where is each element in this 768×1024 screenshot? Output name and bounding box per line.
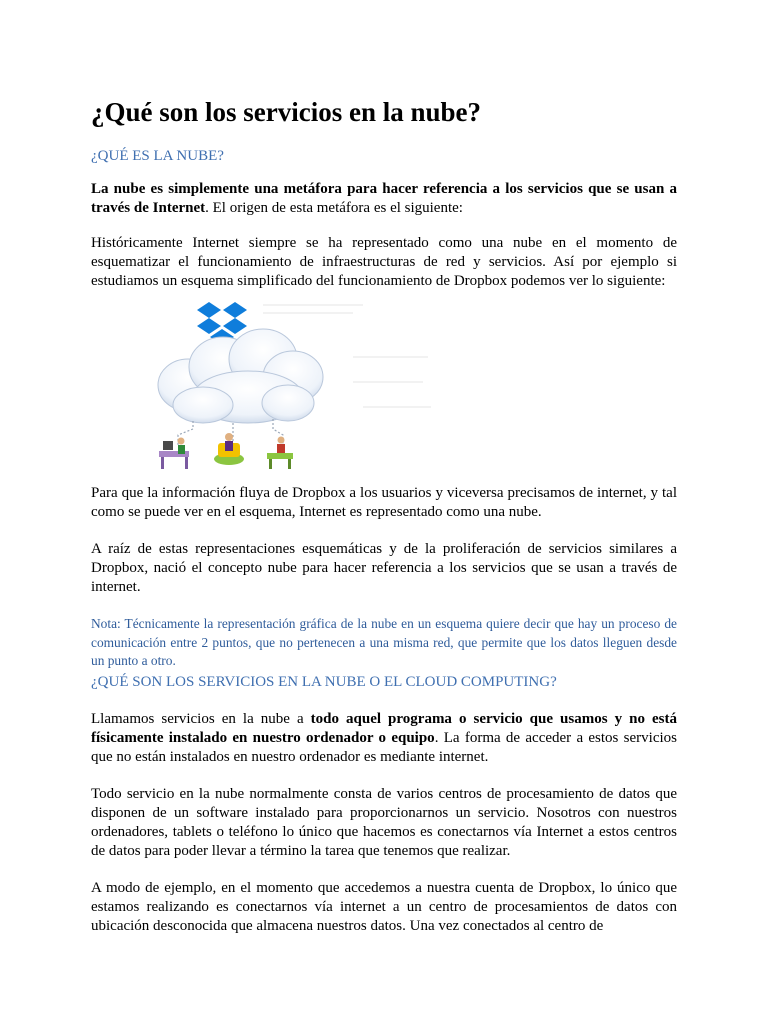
user-at-desk-icon: [159, 438, 189, 470]
intro-paragraph: [91, 180, 677, 218]
page-title: ¿Qué son los servicios en la nube?: [91, 97, 482, 127]
technical-note: Nota: Técnicamente la representación gráfica de la nube en un esquema quiere decir que hay un proceso de comunicación entre 2 puntos, que no pertenecen a una misma red, que permite que los datos lleguen desde un punto a otro.: [91, 616, 677, 668]
cloud-diagram-svg: [153, 297, 433, 479]
section-heading-que-es-la-nube: ¿QUÉ ES LA NUBE?: [91, 148, 224, 164]
user-at-green-desk-icon: [267, 437, 293, 470]
intro-bold-text: La nube es simplemente una metáfora para hacer referencia a los servicios que se usan a través de Internet: [91, 181, 677, 216]
example-paragraph: A modo de ejemplo, en el momento que accedemos a nuestra cuenta de Dropbox, lo único que estamos realizando es conectarnos vía internet a un centro de procesamientos de datos con ubicación desconocida que almacena nuestros datos. Una vez conectados al centro de: [91, 879, 677, 934]
definition-paragraph: [91, 710, 677, 767]
section-heading-cloud-computing: ¿QUÉ SON LOS SERVICIOS EN LA NUBE O EL CLOUD COMPUTING?: [91, 673, 557, 690]
flow-paragraph: Para que la información fluya de Dropbox a los usuarios y viceversa precisamos de internet, y tal como se puede ver en el esquema, Internet es representado como una nube.: [91, 485, 677, 520]
origin-paragraph: A raíz de estas representaciones esquemáticas y de la proliferación de servicios similares a Dropbox, nació el concepto nube para hacer referencia a los servicios que se usan a través de internet.: [91, 541, 677, 595]
intro-rest-text: . El origen de esta metáfora es el siguiente:: [205, 200, 463, 216]
dropbox-diagram: [153, 297, 433, 479]
cloud-icon: [158, 329, 323, 423]
data-centers-paragraph: Todo servicio en la nube normalmente consta de varios centros de procesamiento de datos que disponen de un software instalado para proporcionarnos un servicio. Nosotros con nuestros ordenadores, tablets o teléfono lo único que hacemos es conectarnos vía Internet a estos centros de datos para poder llevar a término la tarea que tenemos que realizar.: [91, 785, 677, 859]
history-paragraph: Históricamente Internet siempre se ha representado como una nube en el momento de esquematizar el funcionamiento de infraestructuras de red y servicios. Así por ejemplo si estudiamos un esquema simplificado del funcionamiento de Dropbox podemos ver lo siguiente:: [91, 235, 677, 289]
user-on-green-seat-icon: [214, 433, 244, 465]
definition-rest-text: . La forma de acceder a estos servicios que no están instalados en nuestro ordenador es mediante internet.: [91, 729, 677, 765]
definition-bold-text: todo aquel programa o servicio que usamos y no está físicamente instalado en nuestro ordenador o equipo: [91, 710, 678, 746]
document-body: [91, 90, 677, 936]
definition-start-text: Llamamos servicios en la nube a: [91, 710, 311, 727]
